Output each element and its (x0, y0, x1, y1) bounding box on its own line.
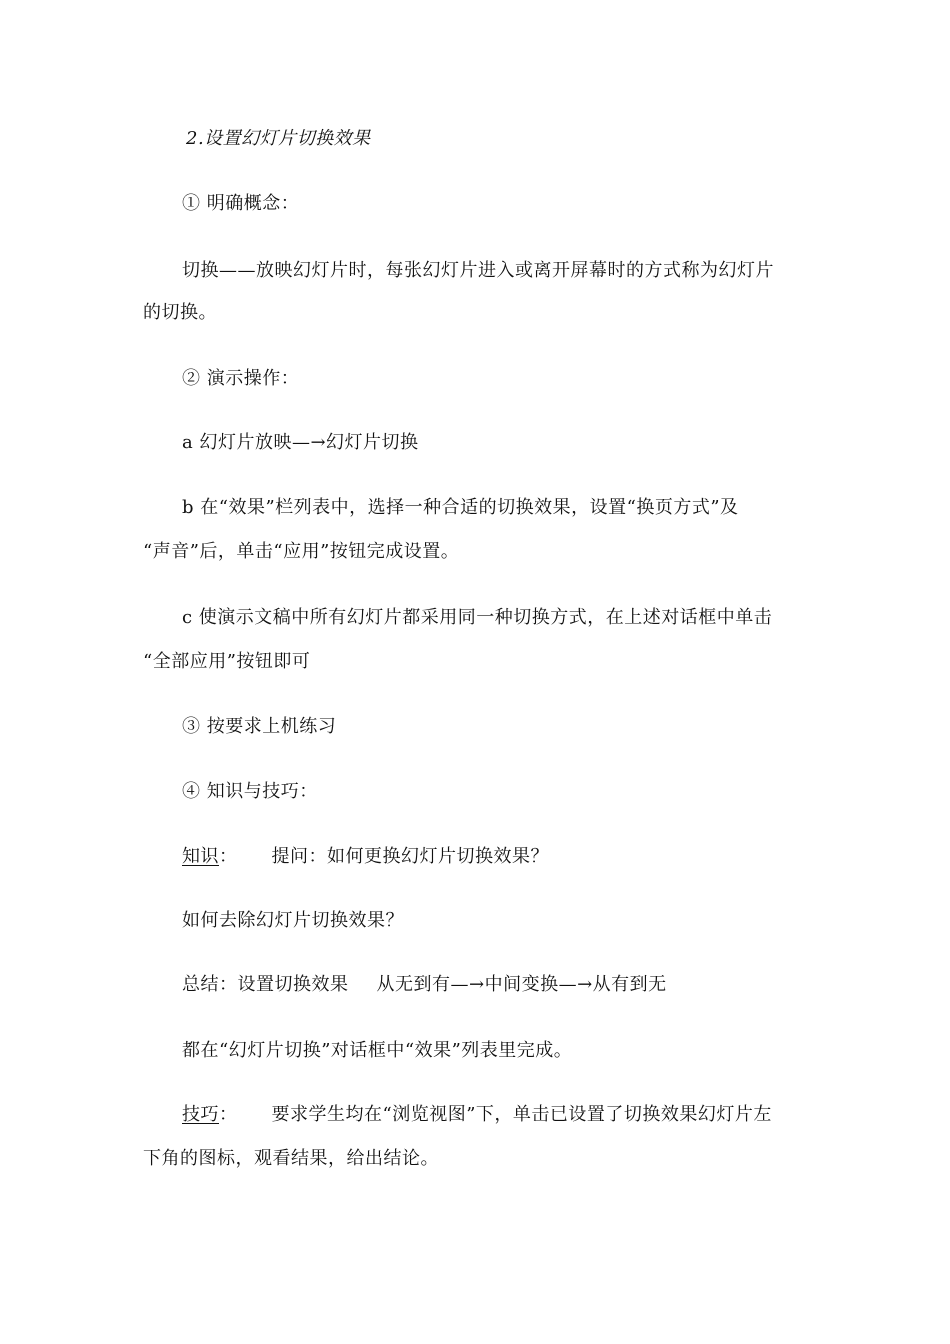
summary-flow: 从无到有—→中间变换—→从有到无 (376, 974, 667, 995)
summary-prefix: 总结：设置切换效果 (182, 974, 349, 995)
summary-row (182, 974, 667, 996)
concept-definition-line2: 的切换。 (143, 302, 217, 323)
skill-colon: ： (219, 1104, 238, 1125)
skill-label: 技巧 (182, 1104, 219, 1125)
skill-line2: 下角的图标，观看结果，给出结论。 (143, 1148, 439, 1169)
skill-row (182, 1104, 772, 1126)
step-c-line1: c 使演示文稿中所有幻灯片都采用同一种切换方式，在上述对话框中单击 (182, 607, 773, 628)
skill-line1: 要求学生均在“浏览视图”下，单击已设置了切换效果幻灯片左 (271, 1104, 772, 1125)
step-b-line2: “声音”后，单击“应用”按钮完成设置。 (143, 541, 460, 562)
knowledge-question1: 提问：如何更换幻灯片切换效果？ (271, 846, 549, 867)
knowledge-colon: ： (219, 846, 238, 867)
practice-title: ③ 按要求上机练习 (182, 716, 337, 737)
tips-title: ④ 知识与技巧： (182, 781, 318, 802)
knowledge-row (182, 846, 549, 868)
section-heading: 2.设置幻灯片切换效果 (186, 128, 371, 149)
knowledge-label: 知识 (182, 846, 219, 867)
summary-line2: 都在“幻灯片切换”对话框中“效果”列表里完成。 (182, 1040, 573, 1061)
step-b-line1: b 在“效果”栏列表中，选择一种合适的切换效果，设置“换页方式”及 (182, 497, 739, 518)
concept-definition-line1: 切换——放映幻灯片时，每张幻灯片进入或离开屏幕时的方式称为幻灯片 (182, 260, 774, 281)
concept-title: ① 明确概念： (182, 193, 300, 214)
demo-title: ② 演示操作： (182, 368, 300, 389)
step-a: a 幻灯片放映—→幻灯片切换 (182, 432, 419, 453)
knowledge-question2: 如何去除幻灯片切换效果？ (182, 910, 404, 931)
step-c-line2: “全部应用”按钮即可 (143, 651, 311, 672)
